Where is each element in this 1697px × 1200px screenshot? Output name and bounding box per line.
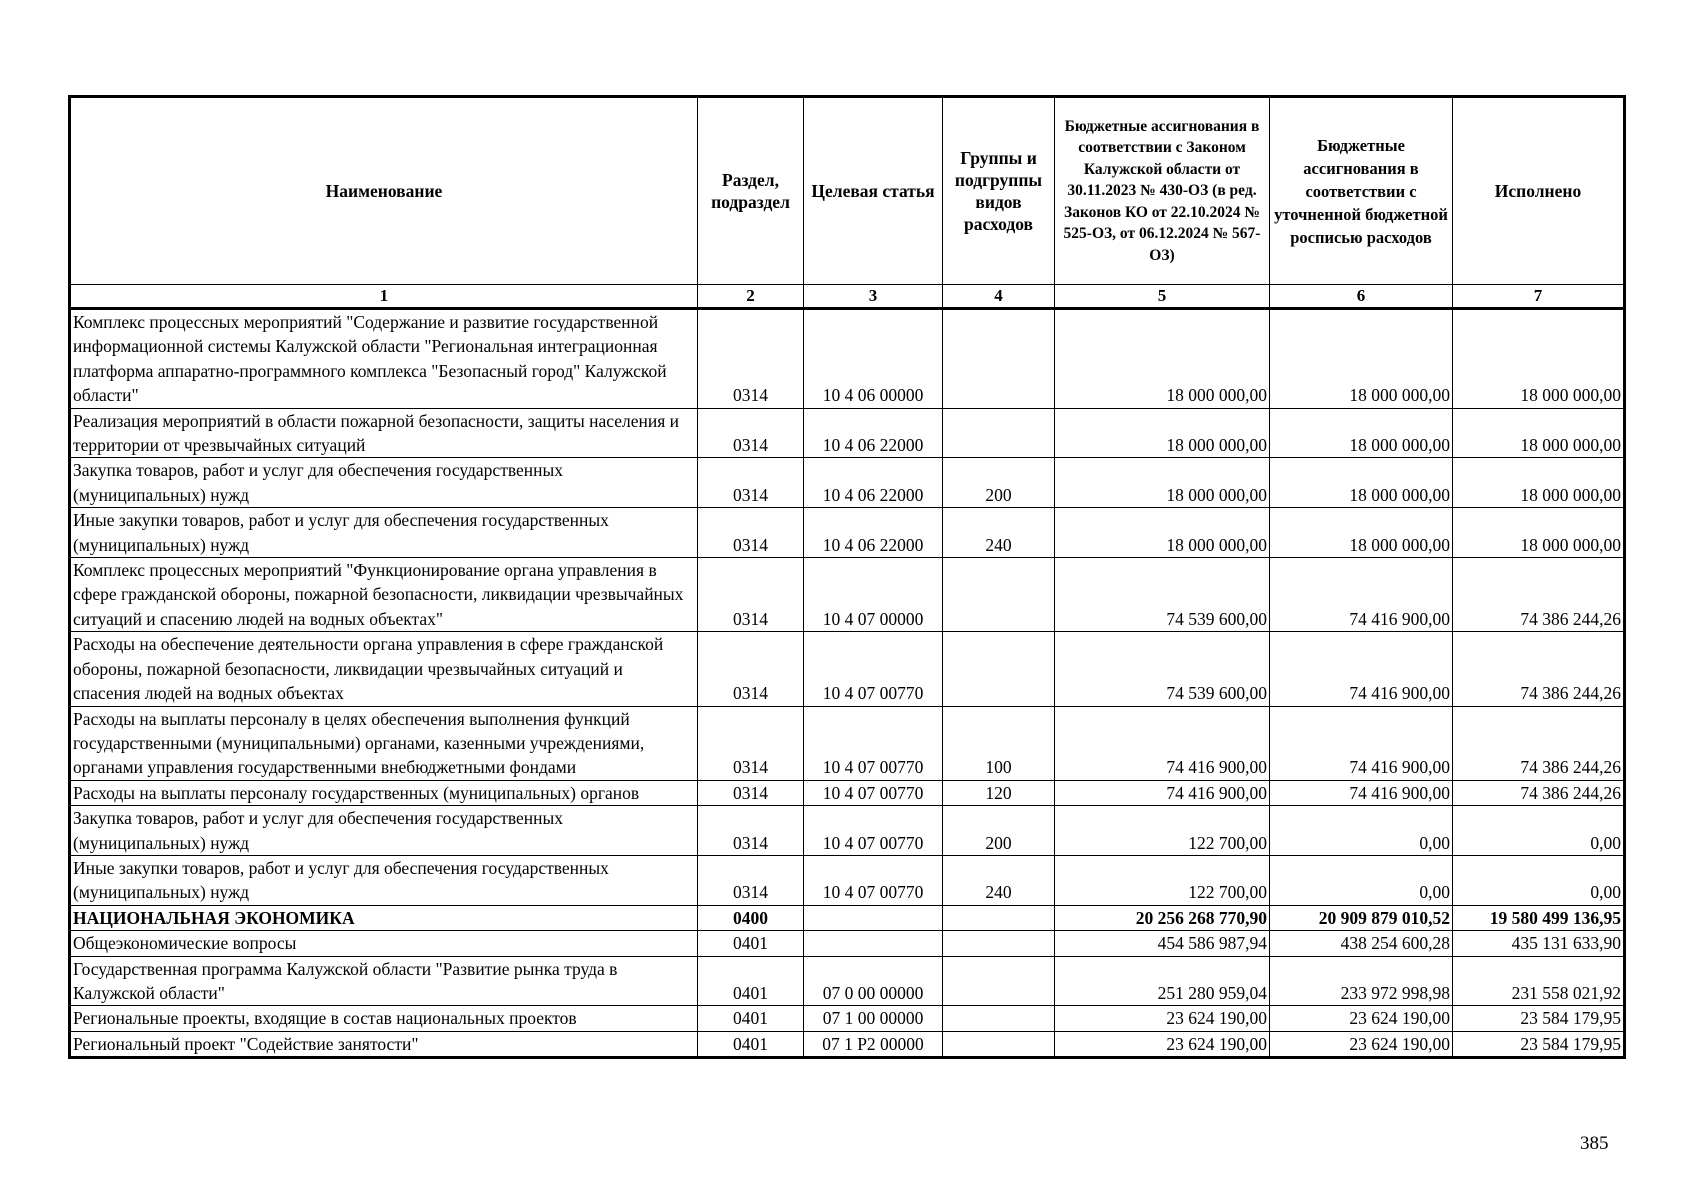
row-target: 07 1 P2 00000 [804, 1031, 943, 1057]
row-law-amount: 18 000 000,00 [1055, 408, 1270, 458]
row-executed-amount: 435 131 633,90 [1453, 931, 1625, 956]
row-refined-amount: 20 909 879 010,52 [1270, 905, 1453, 930]
row-group: 200 [943, 458, 1055, 508]
budget-execution-table [68, 95, 1626, 1059]
row-executed-amount: 18 000 000,00 [1453, 458, 1625, 508]
row-law-amount: 74 416 900,00 [1055, 780, 1270, 805]
row-group: 200 [943, 806, 1055, 856]
budget-table-sheet [68, 95, 1623, 1059]
row-executed-amount: 74 386 244,26 [1453, 558, 1625, 632]
row-name: Иные закупки товаров, работ и услуг для обеспечения государственных (муниципальных) нужд [70, 508, 698, 558]
row-name: НАЦИОНАЛЬНАЯ ЭКОНОМИКА [70, 905, 698, 930]
row-target: 10 4 06 22000 [804, 408, 943, 458]
row-refined-amount: 0,00 [1270, 855, 1453, 905]
row-name: Расходы на выплаты персоналу государственных (муниципальных) органов [70, 780, 698, 805]
row-name: Комплекс процессных мероприятий "Функционирование органа управления в сфере гражданской обороны, пожарной безопасности, ликвидации чрезвычайных ситуаций и спасению людей на водных объектах" [70, 558, 698, 632]
table-row [70, 458, 1625, 508]
column-number: 3 [804, 285, 943, 309]
row-section: 0401 [698, 1031, 804, 1057]
row-name: Региональный проект "Содействие занятости" [70, 1031, 698, 1057]
row-law-amount: 20 256 268 770,90 [1055, 905, 1270, 930]
header-target: Целевая статья [804, 97, 943, 285]
row-section: 0314 [698, 806, 804, 856]
row-refined-amount: 0,00 [1270, 806, 1453, 856]
row-section: 0401 [698, 956, 804, 1006]
table-row [70, 956, 1625, 1006]
row-refined-amount: 18 000 000,00 [1270, 309, 1453, 409]
row-target: 10 4 07 00770 [804, 806, 943, 856]
row-law-amount: 18 000 000,00 [1055, 309, 1270, 409]
row-law-amount: 74 416 900,00 [1055, 706, 1270, 780]
row-law-amount: 251 280 959,04 [1055, 956, 1270, 1006]
row-target: 10 4 07 00770 [804, 632, 943, 706]
row-target [804, 905, 943, 930]
row-name: Региональные проекты, входящие в состав национальных проектов [70, 1006, 698, 1031]
row-section: 0314 [698, 309, 804, 409]
row-group [943, 1031, 1055, 1057]
row-section: 0314 [698, 855, 804, 905]
row-section: 0314 [698, 458, 804, 508]
row-group [943, 309, 1055, 409]
table-row [70, 806, 1625, 856]
row-group [943, 931, 1055, 956]
header-refined-allocations: Бюджетные ассигнования в соответствии с уточненной бюджетной росписью расходов [1270, 97, 1453, 285]
row-group [943, 905, 1055, 930]
row-executed-amount: 0,00 [1453, 806, 1625, 856]
row-target: 10 4 06 00000 [804, 309, 943, 409]
row-section: 0314 [698, 780, 804, 805]
header-executed: Исполнено [1453, 97, 1625, 285]
table-row [70, 1031, 1625, 1057]
row-group: 240 [943, 855, 1055, 905]
row-refined-amount: 74 416 900,00 [1270, 706, 1453, 780]
row-group [943, 558, 1055, 632]
row-name: Закупка товаров, работ и услуг для обеспечения государственных (муниципальных) нужд [70, 806, 698, 856]
row-law-amount: 18 000 000,00 [1055, 508, 1270, 558]
row-target: 10 4 07 00770 [804, 855, 943, 905]
column-number: 6 [1270, 285, 1453, 309]
row-target [804, 931, 943, 956]
row-executed-amount: 18 000 000,00 [1453, 508, 1625, 558]
row-executed-amount: 19 580 499 136,95 [1453, 905, 1625, 930]
table-row [70, 931, 1625, 956]
row-refined-amount: 74 416 900,00 [1270, 632, 1453, 706]
row-law-amount: 74 539 600,00 [1055, 558, 1270, 632]
row-law-amount: 74 539 600,00 [1055, 632, 1270, 706]
row-name: Реализация мероприятий в области пожарной безопасности, защиты населения и территории от чрезвычайных ситуаций [70, 408, 698, 458]
row-refined-amount: 18 000 000,00 [1270, 508, 1453, 558]
row-executed-amount: 74 386 244,26 [1453, 780, 1625, 805]
row-section: 0314 [698, 558, 804, 632]
row-section: 0401 [698, 1006, 804, 1031]
table-row [70, 780, 1625, 805]
table-body [70, 309, 1625, 1058]
row-target: 10 4 06 22000 [804, 458, 943, 508]
header-section: Раздел, подраздел [698, 97, 804, 285]
row-group [943, 1006, 1055, 1031]
row-target: 10 4 07 00000 [804, 558, 943, 632]
row-law-amount: 454 586 987,94 [1055, 931, 1270, 956]
column-number: 2 [698, 285, 804, 309]
table-row [70, 855, 1625, 905]
row-executed-amount: 0,00 [1453, 855, 1625, 905]
row-law-amount: 122 700,00 [1055, 855, 1270, 905]
table-row [70, 408, 1625, 458]
row-executed-amount: 231 558 021,92 [1453, 956, 1625, 1006]
row-law-amount: 122 700,00 [1055, 806, 1270, 856]
row-refined-amount: 74 416 900,00 [1270, 780, 1453, 805]
column-number: 5 [1055, 285, 1270, 309]
row-law-amount: 23 624 190,00 [1055, 1031, 1270, 1057]
table-row [70, 706, 1625, 780]
row-name: Общеэкономические вопросы [70, 931, 698, 956]
row-section: 0400 [698, 905, 804, 930]
table-row [70, 1006, 1625, 1031]
row-group: 120 [943, 780, 1055, 805]
row-executed-amount: 74 386 244,26 [1453, 632, 1625, 706]
row-name: Комплекс процессных мероприятий "Содержание и развитие государственной информационной системы Калужской области "Региональная интеграционная платформа аппаратно-программного комплекса "Безопасный город" Калужской области" [70, 309, 698, 409]
row-executed-amount: 23 584 179,95 [1453, 1031, 1625, 1057]
row-refined-amount: 23 624 190,00 [1270, 1006, 1453, 1031]
row-executed-amount: 74 386 244,26 [1453, 706, 1625, 780]
table-row [70, 632, 1625, 706]
row-refined-amount: 18 000 000,00 [1270, 458, 1453, 508]
table-row [70, 309, 1625, 409]
row-executed-amount: 23 584 179,95 [1453, 1006, 1625, 1031]
row-group [943, 956, 1055, 1006]
row-section: 0401 [698, 931, 804, 956]
row-name: Иные закупки товаров, работ и услуг для обеспечения государственных (муниципальных) нужд [70, 855, 698, 905]
row-refined-amount: 438 254 600,28 [1270, 931, 1453, 956]
header-name: Наименование [70, 97, 698, 285]
row-refined-amount: 74 416 900,00 [1270, 558, 1453, 632]
row-group [943, 408, 1055, 458]
column-number: 4 [943, 285, 1055, 309]
header-groups: Группы и подгруппы видов расходов [943, 97, 1055, 285]
row-section: 0314 [698, 408, 804, 458]
row-name: Государственная программа Калужской области "Развитие рынка труда в Калужской области" [70, 956, 698, 1006]
row-refined-amount: 23 624 190,00 [1270, 1031, 1453, 1057]
row-section: 0314 [698, 632, 804, 706]
column-number: 1 [70, 285, 698, 309]
column-number: 7 [1453, 285, 1625, 309]
page-number: 385 [1580, 1133, 1609, 1154]
table-row [70, 508, 1625, 558]
header-row [70, 97, 1625, 285]
row-section: 0314 [698, 706, 804, 780]
row-executed-amount: 18 000 000,00 [1453, 408, 1625, 458]
row-target: 07 0 00 00000 [804, 956, 943, 1006]
row-group: 100 [943, 706, 1055, 780]
row-group [943, 632, 1055, 706]
row-refined-amount: 233 972 998,98 [1270, 956, 1453, 1006]
row-refined-amount: 18 000 000,00 [1270, 408, 1453, 458]
header-law-allocations: Бюджетные ассигнования в соответствии с Законом Калужской области от 30.11.2023 № 430-ОЗ (в ред. Законов КО от 22.10.2024 № 525-ОЗ, от 06.12.2024 № 567-ОЗ) [1055, 97, 1270, 285]
column-number-row [70, 285, 1625, 309]
row-name: Расходы на обеспечение деятельности органа управления в сфере гражданской обороны, пожарной безопасности, ликвидации чрезвычайных ситуаций и спасения людей на водных объектах [70, 632, 698, 706]
row-law-amount: 18 000 000,00 [1055, 458, 1270, 508]
row-group: 240 [943, 508, 1055, 558]
table-row [70, 558, 1625, 632]
row-target: 07 1 00 00000 [804, 1006, 943, 1031]
row-section: 0314 [698, 508, 804, 558]
row-name: Расходы на выплаты персоналу в целях обеспечения выполнения функций государственными (муниципальными) органами, казенными учреждениями, органами управления государственными внебюджетными фондами [70, 706, 698, 780]
row-executed-amount: 18 000 000,00 [1453, 309, 1625, 409]
row-target: 10 4 07 00770 [804, 780, 943, 805]
row-law-amount: 23 624 190,00 [1055, 1006, 1270, 1031]
row-name: Закупка товаров, работ и услуг для обеспечения государственных (муниципальных) нужд [70, 458, 698, 508]
row-target: 10 4 06 22000 [804, 508, 943, 558]
table-row [70, 905, 1625, 930]
row-target: 10 4 07 00770 [804, 706, 943, 780]
